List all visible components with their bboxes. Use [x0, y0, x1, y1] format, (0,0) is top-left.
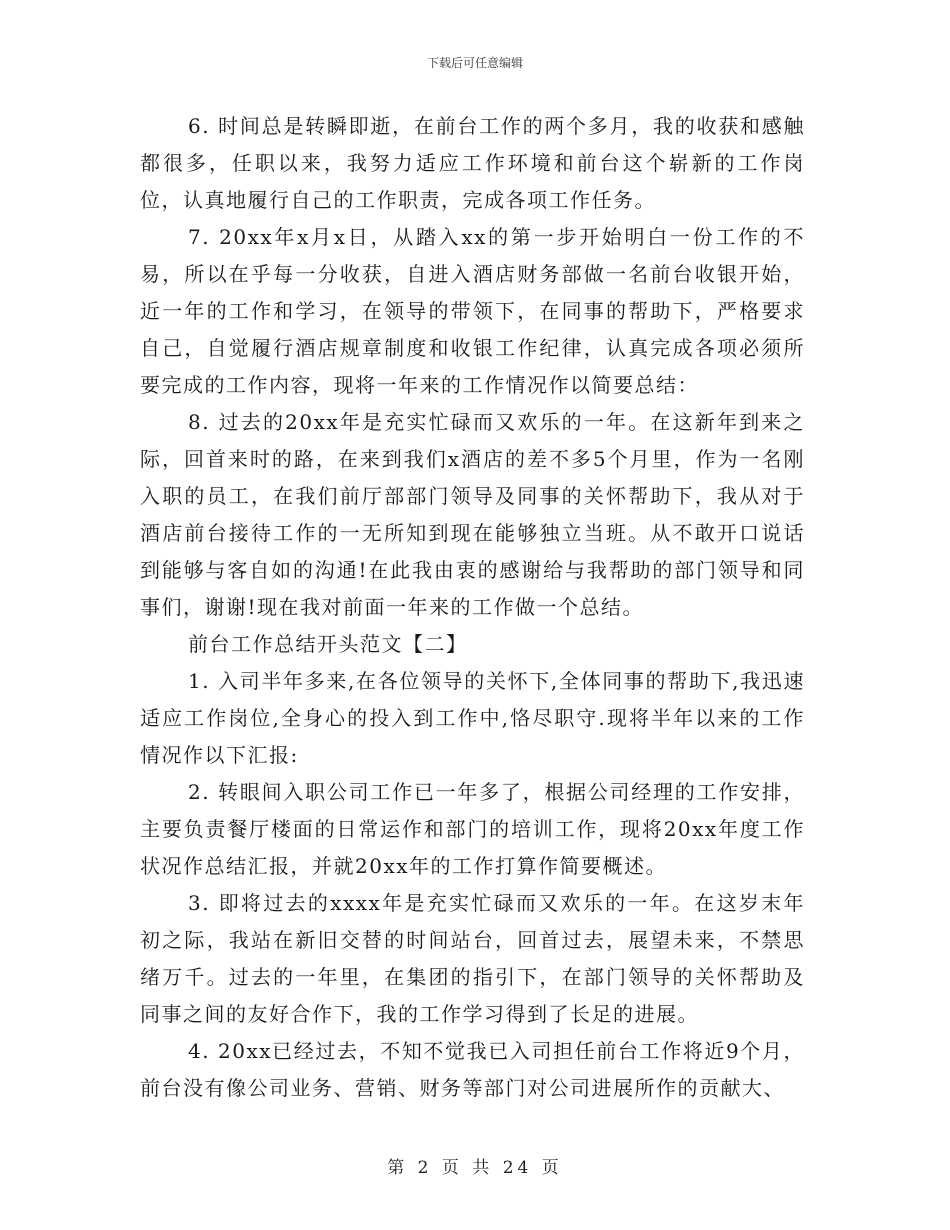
- paragraph-6: 6. 时间总是转瞬即逝，在前台工作的两个多月，我的收获和感触都很多，任职以来，我努力适应工作环境和前台这个崭新的工作岗位，认真地履行自己的工作职责，完成各项工作任务。: [140, 114, 805, 212]
- paragraph-3: 3. 即将过去的xxxx年是充实忙碌而又欢乐的一年。在这岁末年初之际，我站在新旧交替的时间站台，回首过去，展望未来，不禁思绪万千。过去的一年里，在集团的指引下，在部门领导的关怀帮助及同事之间的友好合作下，我的工作学习得到了长足的进展。: [140, 891, 805, 1026]
- page-number-footer: 第 2 页 共 24 页: [387, 1158, 563, 1178]
- section-heading: 前台工作总结开头范文【二】: [188, 632, 468, 656]
- paragraph-4: 4. 20xx已经过去，不知不觉我已入司担任前台工作将近9个月，前台没有像公司业务、营销、财务等部门对公司进展所作的贡献大、: [140, 1039, 805, 1100]
- paragraph-2: 2. 转眼间入职公司工作已一年多了，根据公司经理的工作安排，主要负责餐厅楼面的日常运作和部门的培训工作，现将20xx年度工作状况作总结汇报，并就20xx年的工作打算作简要概述。: [140, 780, 805, 878]
- paragraph-1: 1. 入司半年多来,在各位领导的关怀下,全体同事的帮助下,我迅速适应工作岗位,全身心的投入到工作中,恪尽职守.现将半年以来的工作情况作以下汇报:: [140, 669, 805, 767]
- paragraph-8: 8. 过去的20xx年是充实忙碌而又欢乐的一年。在这新年到来之际，回首来时的路，在来到我们x酒店的差不多5个月里，作为一名刚入职的员工，在我们前厅部部门领导及同事的关怀帮助下，我从对于酒店前台接待工作的一无所知到现在能够独立当班。从不敢开口说话到能够与客自如的沟通!在此我由衷的感谢给与我帮助的部门领导和同事们，谢谢!现在我对前面一年来的工作做一个总结。: [140, 410, 805, 619]
- paragraph-7: 7. 20xx年x月x日，从踏入xx的第一步开始明白一份工作的不易，所以在乎每一分收获，自进入酒店财务部做一名前台收银开始，近一年的工作和学习，在领导的带领下，在同事的帮助下，严格要求自己，自觉履行酒店规章制度和收银工作纪律，认真完成各项必须所要完成的工作内容，现将一年来的工作情况作以简要总结：: [140, 225, 805, 397]
- document-body: [140, 108, 805, 1107]
- header-note: 下载后可任意编辑: [426, 56, 523, 70]
